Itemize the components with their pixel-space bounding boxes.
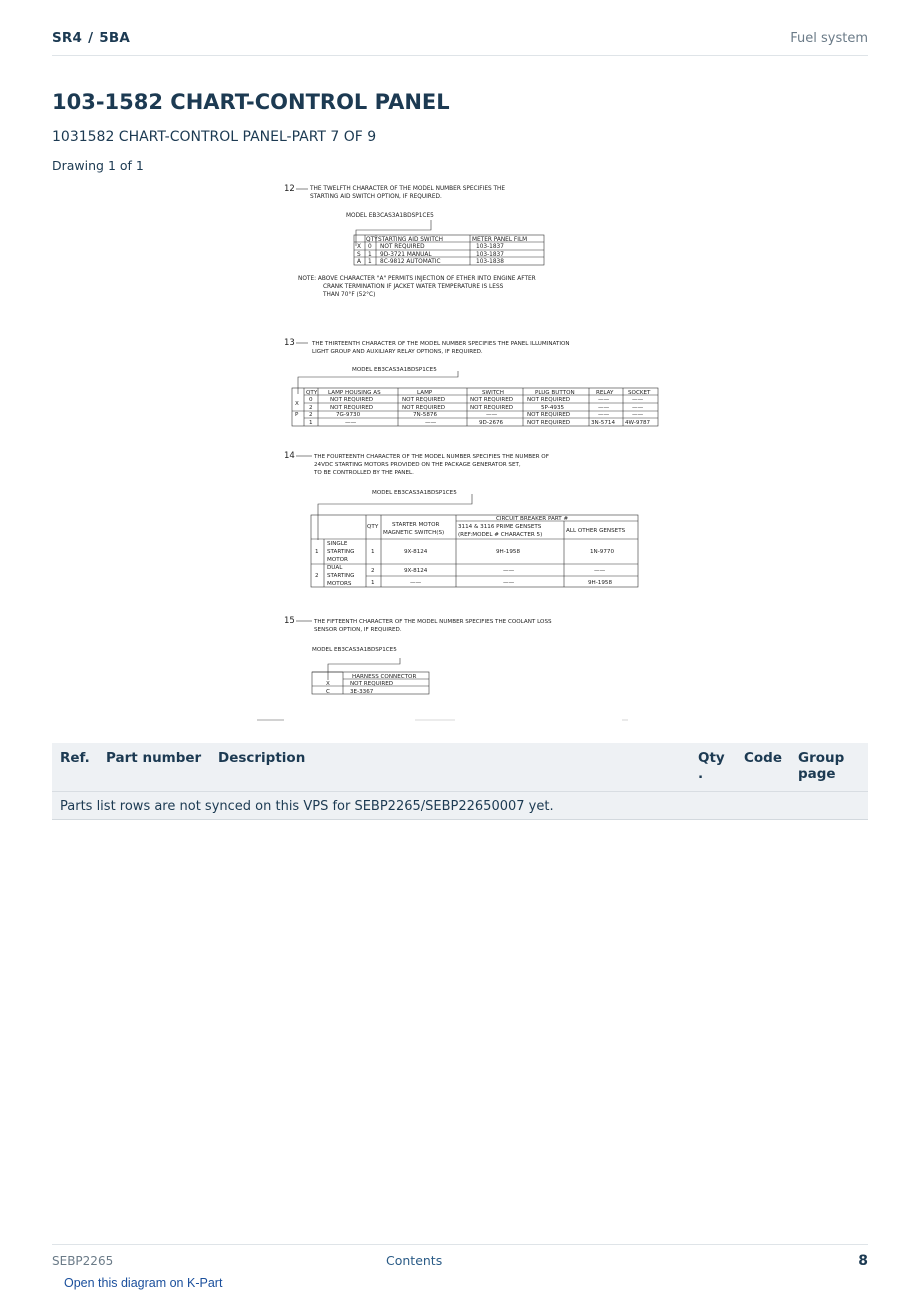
diagram-section-12 xyxy=(284,184,536,298)
column-header-description[interactable]: Description xyxy=(210,743,690,792)
table-cell: —— xyxy=(503,568,515,574)
table-cell: 9X-8124 xyxy=(404,549,428,555)
table-cell: 5P-4935 xyxy=(541,405,565,411)
table-cell: 9D-2676 xyxy=(479,420,504,426)
table-cell: STARTING xyxy=(327,549,355,555)
table-cell: NOT REQUIRED xyxy=(470,405,514,411)
table-header: SOCKET xyxy=(628,390,651,396)
part-number: 103-1837 xyxy=(476,244,504,250)
table-cell: 3E-3367 xyxy=(350,689,374,695)
page-subtitle: 1031582 CHART-CONTROL PANEL-PART 7 OF 9 xyxy=(52,129,377,145)
parts-table-header-row xyxy=(52,743,868,792)
page-footer xyxy=(52,1244,868,1274)
diagram-section-14 xyxy=(284,451,626,587)
table-cell: NOT REQUIRED xyxy=(402,405,446,411)
section-text-line: SENSOR OPTION, IF REQUIRED. xyxy=(314,627,402,633)
table-cell: NOT REQUIRED xyxy=(350,681,394,687)
table-header: RELAY xyxy=(596,390,614,396)
table-cell: —— xyxy=(598,397,610,403)
table-cell: 0 xyxy=(368,244,372,250)
note-line: NOTE: ABOVE CHARACTER "A" PERMITS INJECTION OF ETHER INTO ENGINE AFTER xyxy=(298,276,536,282)
column-header-group-page[interactable]: Group page xyxy=(790,743,868,792)
section-text-line: THE FIFTEENTH CHARACTER OF THE MODEL NUMBER SPECIFIES THE COOLANT LOSS xyxy=(314,619,552,625)
table-cell: STARTING xyxy=(327,573,355,579)
model-number: MODEL EB3CAS3A1BDSP1CE5 xyxy=(352,367,437,373)
section-number: 15 xyxy=(284,616,295,626)
option-code: S xyxy=(357,252,361,258)
page-title: 103-1582 CHART-CONTROL PANEL xyxy=(52,90,450,114)
table-header: PLUG BUTTON xyxy=(535,390,575,396)
table-cell: —— xyxy=(345,420,357,426)
option-code: 1 xyxy=(315,549,319,555)
section-text-line: THE FOURTEENTH CHARACTER OF THE MODEL NUMBER SPECIFIES THE NUMBER OF xyxy=(314,454,549,460)
table-cell: MOTOR xyxy=(327,557,348,563)
table-cell: —— xyxy=(598,405,610,411)
table-cell: DUAL xyxy=(327,565,343,571)
part-number: 103-1837 xyxy=(476,252,504,258)
table-cell: 1 xyxy=(309,420,313,426)
table-cell: NOT REQUIRED xyxy=(330,405,374,411)
table-cell: 7N-5876 xyxy=(413,412,437,418)
table-cell: 9D-3721 MANUAL xyxy=(380,252,432,258)
column-header-ref[interactable]: Ref. xyxy=(52,743,98,792)
page-number: 8 xyxy=(858,1253,868,1269)
table-header: QTY xyxy=(367,524,379,530)
table-header: METER PANEL FILM xyxy=(472,237,528,243)
table-cell: 0 xyxy=(309,397,313,403)
option-code: X xyxy=(357,244,361,250)
table-cell: 1 xyxy=(371,580,375,586)
table-cell: 8C-9812 AUTOMATIC xyxy=(380,259,441,265)
table-cell: —— xyxy=(410,580,422,586)
option-code: P xyxy=(295,412,299,418)
table-header: LAMP xyxy=(417,390,433,396)
table-header: LAMP HOUSING AS xyxy=(328,390,381,396)
section-text-line: THE THIRTEENTH CHARACTER OF THE MODEL NUMBER SPECIFIES THE PANEL ILLUMINATION xyxy=(312,341,570,347)
breadcrumb-serial-prefix[interactable]: 5BA xyxy=(99,30,130,46)
part-number: 103-1838 xyxy=(476,259,504,265)
parts-diagram[interactable] xyxy=(250,178,680,724)
table-cell: 9X-8124 xyxy=(404,568,428,574)
table-cell: 1 xyxy=(368,259,372,265)
table-cell: 3N-5714 xyxy=(591,420,615,426)
table-header: SWITCH xyxy=(482,390,504,396)
option-code: C xyxy=(326,689,330,695)
table-cell: 1 xyxy=(368,252,372,258)
section-text-line: 24VDC STARTING MOTORS PROVIDED ON THE PACKAGE GENERATOR SET, xyxy=(314,462,521,468)
table-cell: SINGLE xyxy=(327,541,348,547)
option-code: X xyxy=(326,681,330,687)
page-header xyxy=(52,28,868,56)
table-header: ALL OTHER GENSETS xyxy=(566,528,626,534)
diagram-section-13 xyxy=(284,338,651,426)
table-cell: NOT REQUIRED xyxy=(402,397,446,403)
option-code: A xyxy=(357,259,361,265)
table-cell: 1N-9770 xyxy=(590,549,614,555)
column-header-code[interactable]: Code xyxy=(736,743,790,792)
drawing-count: Drawing 1 of 1 xyxy=(52,158,144,173)
contents-link[interactable]: Contents xyxy=(386,1253,443,1268)
section-number: 12 xyxy=(284,184,295,194)
diagram-section-15 xyxy=(284,616,552,695)
table-cell: 2 xyxy=(371,568,375,574)
diagram-svg xyxy=(250,178,680,724)
table-cell: 7G-9730 xyxy=(336,412,361,418)
note-line: THAN 70°F (52°C) xyxy=(323,292,376,298)
table-header: STARTER MOTOR xyxy=(392,522,440,528)
table-cell: 9H-1958 xyxy=(496,549,521,555)
table-cell: 4W-9787 xyxy=(625,420,651,426)
table-header: CIRCUIT BREAKER PART # xyxy=(496,516,569,522)
table-cell: 9H-1958 xyxy=(588,580,613,586)
table-cell: 1 xyxy=(371,549,375,555)
table-header: STARTING AID SWITCH xyxy=(378,237,443,243)
section-name: Fuel system xyxy=(790,31,868,46)
table-cell: NOT REQUIRED xyxy=(380,244,425,250)
section-number: 14 xyxy=(284,451,295,461)
model-number: MODEL EB3CAS3A1BDSP1CE5 xyxy=(346,213,434,219)
table-cell: —— xyxy=(503,580,515,586)
column-header-part-number[interactable]: Part number xyxy=(98,743,210,792)
parts-list-message: Parts list rows are not synced on this VPS for SEBP2265/SEBP22650007 yet. xyxy=(52,792,868,820)
open-in-kpart-link[interactable]: Open this diagram on K-Part xyxy=(64,1276,223,1290)
table-header: MAGNETIC SWITCH(S) xyxy=(383,530,445,536)
parts-table xyxy=(52,743,868,820)
table-cell: 2 xyxy=(309,412,313,418)
table-cell: NOT REQUIRED xyxy=(470,397,514,403)
table-cell: —— xyxy=(425,420,437,426)
table-cell: —— xyxy=(632,405,644,411)
section-text-line: STARTING AID SWITCH OPTION, IF REQUIRED. xyxy=(310,194,442,200)
table-header: QTY xyxy=(306,390,318,396)
breadcrumb xyxy=(52,30,130,46)
table-row xyxy=(52,792,868,820)
table-cell: MOTORS xyxy=(327,581,352,587)
table-cell: —— xyxy=(598,412,610,418)
column-header-qty[interactable]: Qty . xyxy=(690,743,736,792)
note-line: CRANK TERMINATION IF JACKET WATER TEMPERATURE IS LESS xyxy=(323,284,504,290)
table-cell: —— xyxy=(632,397,644,403)
table-header: HARNESS CONNECTOR xyxy=(352,674,417,680)
section-text-line: LIGHT GROUP AND AUXILIARY RELAY OPTIONS, IF REQUIRED. xyxy=(312,349,483,355)
table-cell: —— xyxy=(632,412,644,418)
table-cell: NOT REQUIRED xyxy=(527,397,571,403)
breadcrumb-model[interactable]: SR4 xyxy=(52,30,83,46)
model-number: MODEL EB3CAS3A1BDSP1CE5 xyxy=(312,647,397,653)
option-code: 2 xyxy=(315,573,319,579)
table-header: (REF:MODEL # CHARACTER 5) xyxy=(458,532,543,538)
section-text-line: TO BE CONTROLLED BY THE PANEL. xyxy=(314,470,414,476)
option-code: X xyxy=(295,401,299,407)
section-text-line: THE TWELFTH CHARACTER OF THE MODEL NUMBER SPECIFIES THE xyxy=(310,186,506,192)
table-cell: NOT REQUIRED xyxy=(527,420,571,426)
table-cell: —— xyxy=(486,412,498,418)
section-number: 13 xyxy=(284,338,295,348)
model-number: MODEL EB3CAS3A1BDSP1CE5 xyxy=(372,490,457,496)
table-cell: 2 xyxy=(309,405,313,411)
table-cell: —— xyxy=(594,568,606,574)
table-header: 3114 & 3116 PRIME GENSETS xyxy=(458,524,542,530)
breadcrumb-separator: / xyxy=(88,30,94,46)
table-cell: NOT REQUIRED xyxy=(527,412,571,418)
document-id: SEBP2265 xyxy=(52,1254,114,1268)
table-header: QTY xyxy=(366,237,378,243)
table-cell: NOT REQUIRED xyxy=(330,397,374,403)
